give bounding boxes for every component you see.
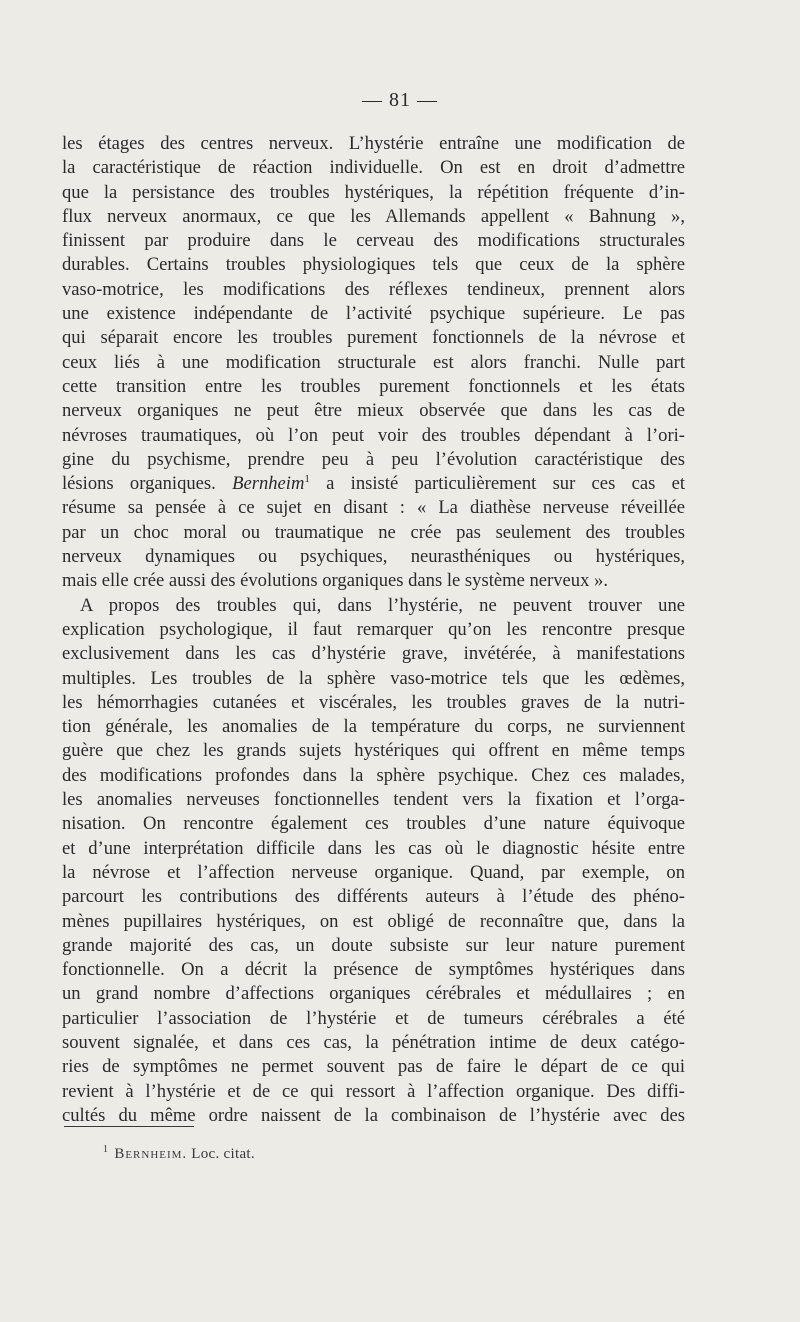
text-line: guère que chez les grands sujets hystériques qui offrent en même temps: [62, 740, 685, 762]
text-line: ceux liés à une modification structurale est alors franchi. Nulle part: [62, 351, 685, 373]
text-line: qui séparait encore les troubles purement fonctionnels de la névrose et: [62, 327, 685, 349]
text-line: les anomalies nerveuses fonctionnelles tendent vers la fixation et l’orga-: [62, 789, 685, 811]
text-line: grande majorité des cas, un doute subsiste sur leur nature purement: [62, 934, 685, 956]
footnote-marker: 1: [304, 472, 310, 485]
text-line: la névrose et l’affection nerveuse organique. Quand, par exemple, on: [62, 861, 685, 883]
text-line: les hémorrhagies cutanées et viscérales, les troubles graves de la nutri-: [62, 691, 685, 713]
text-line: particulier l’association de l’hystérie et de tumeurs cérébrales a été: [62, 1007, 685, 1029]
footnote-author: Bernheim.: [114, 1146, 188, 1162]
text-line: finissent par produire dans le cerveau des modifications structurales: [62, 230, 685, 252]
text-line: des modifications profondes dans la sphère psychique. Chez ces malades,: [62, 764, 685, 786]
text-line-with-reference: [62, 472, 685, 496]
paragraph-1: [62, 132, 685, 594]
text-line: flux nerveux anormaux, ce que les Allemands appellent « Bahnung »,: [62, 205, 685, 227]
text-line: et d’une interprétation difficile dans les cas où le diagnostic hésite entre: [62, 837, 685, 859]
text-line: résume sa pensée à ce sujet en disant : « La diathèse nerveuse réveillée: [62, 497, 685, 519]
text-line: cette transition entre les troubles purement fonctionnels et les états: [62, 375, 685, 397]
text-line: parcourt les contributions des différents auteurs à l’étude des phéno-: [62, 886, 685, 908]
text-line: nerveux dynamiques ou psychiques, neurasthéniques ou hystériques,: [62, 546, 685, 568]
text-line: gine du psychisme, prendre peu à peu l’évolution caractéristique des: [62, 448, 685, 470]
text-line: mais elle crée aussi des évolutions organiques dans le système nerveux ».: [62, 570, 608, 592]
text-line: fonctionnelle. On a décrit la présence de symptômes hystériques dans: [62, 959, 685, 981]
text-line: vaso-motrice, les modifications des réflexes tendineux, prennent alors: [62, 278, 685, 300]
text-line: tion générale, les anomalies de la température du corps, ne surviennent: [62, 716, 685, 738]
text-line: la caractéristique de réaction individuelle. On est en droit d’admettre: [62, 157, 685, 179]
text-line: multiples. Les troubles de la sphère vaso-motrice tels que les œdèmes,: [62, 667, 685, 689]
text-line: A propos des troubles qui, dans l’hystérie, ne peuvent trouver une: [80, 594, 685, 616]
text-line: ries de symptômes ne permet souvent pas de faire le départ de ce qui: [62, 1056, 685, 1078]
footnote: [103, 1144, 255, 1163]
text-line: revient à l’hystérie et de ce qui ressort à l’affection organique. Des diffi-: [62, 1080, 685, 1102]
text-line: nisation. On rencontre également ces troubles d’une nature équivoque: [62, 813, 685, 835]
text-line: cultés du même ordre naissent de la combinaison de l’hystérie avec des: [62, 1104, 685, 1126]
footnote-text: Loc. citat.: [187, 1146, 255, 1162]
text-line: que la persistance des troubles hystériques, la répétition fréquente d’in-: [62, 181, 685, 203]
page-number: — 81 —: [362, 89, 438, 111]
text-fragment: a insisté particulièrement sur ces cas et: [309, 473, 685, 495]
author-reference: Bernheim: [232, 473, 305, 495]
text-line: exclusivement dans les cas d’hystérie grave, invétérée, à manifestations: [62, 643, 685, 665]
text-line: durables. Certains troubles physiologiques tels que ceux de la sphère: [62, 254, 685, 276]
text-line: les étages des centres nerveux. L’hystérie entraîne une modification de: [62, 133, 685, 154]
text-line: une existence indépendante de l’activité psychique supérieure. Le pas: [62, 303, 685, 325]
text-line: névroses traumatiques, où l’on peut voir des troubles dépendant à l’ori-: [62, 424, 685, 446]
text-line: par un choc moral ou traumatique ne crée pas seulement des troubles: [62, 521, 685, 543]
text-line: souvent signalée, et dans ces cas, la pénétration intime de deux catégo-: [62, 1031, 685, 1053]
text-fragment: lésions organiques.: [62, 473, 233, 495]
footnote-number: 1: [103, 1144, 109, 1155]
footnote-divider: [64, 1126, 194, 1127]
body-text: [62, 132, 685, 1128]
text-line: explication psychologique, il faut remarquer qu’on les rencontre presque: [62, 618, 685, 640]
text-line: un grand nombre d’affections organiques cérébrales et médullaires ; en: [62, 983, 685, 1005]
paragraph-2: [62, 594, 685, 1129]
text-line: mènes pupillaires hystériques, on est obligé de reconnaître que, dans la: [62, 910, 685, 932]
text-line: nerveux organiques ne peut être mieux observée que dans les cas de: [62, 400, 685, 422]
